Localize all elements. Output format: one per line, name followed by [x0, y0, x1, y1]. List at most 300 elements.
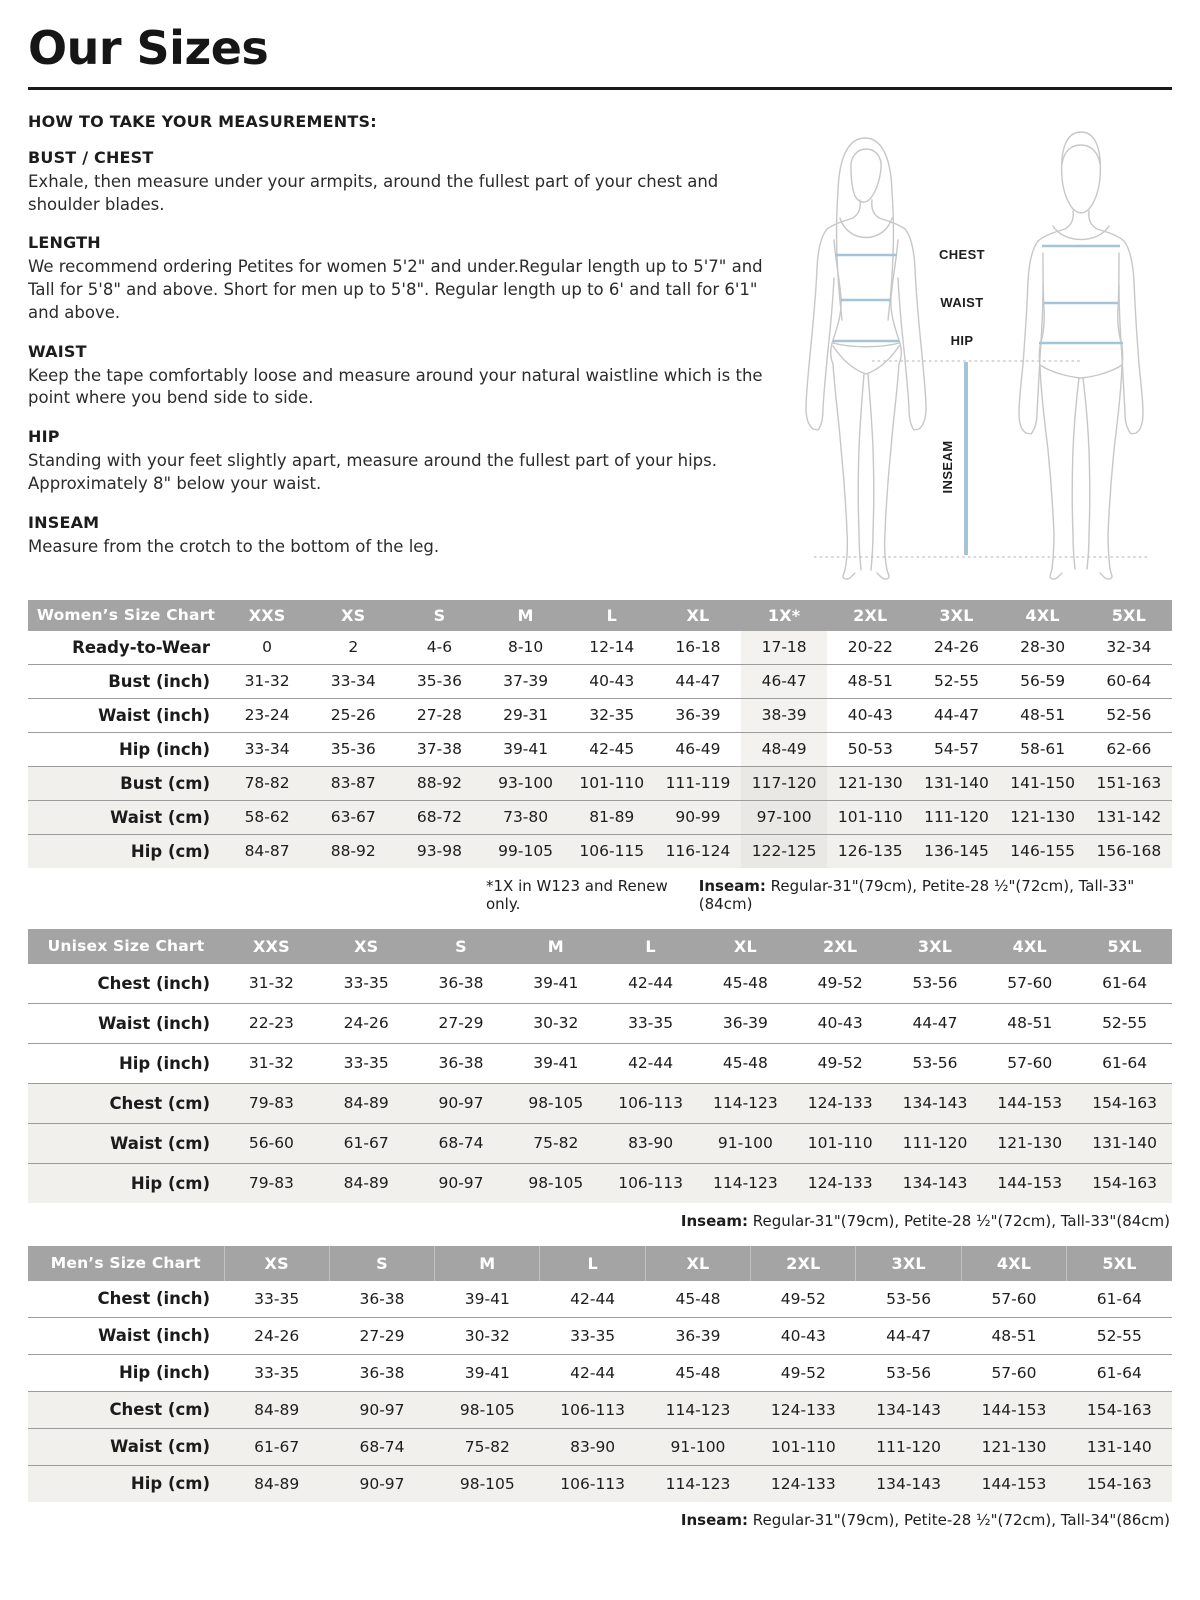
size-cell: 45-48: [675, 1363, 721, 1382]
size-cell: 144-153: [997, 1174, 1063, 1193]
size-cell: 52-55: [1102, 1014, 1148, 1033]
size-column-header: S: [329, 1246, 434, 1281]
size-cell: 79-83: [248, 1094, 294, 1113]
size-cell: 101-110: [807, 1134, 873, 1153]
table-row: [28, 631, 1172, 665]
size-column-header: L: [569, 600, 655, 631]
size-cell: 48-51: [991, 1326, 1037, 1345]
size-cell: 156-168: [1096, 842, 1162, 861]
size-cell: 131-140: [1092, 1134, 1157, 1153]
row-label: Waist (inch): [98, 1013, 210, 1033]
size-cell: 78-82: [244, 774, 290, 793]
size-cell: 124-133: [807, 1174, 873, 1193]
size-column-header: M: [508, 929, 603, 964]
size-cell: 44-47: [912, 1014, 958, 1033]
size-cell: 53-56: [886, 1289, 932, 1308]
size-cell: 44-47: [933, 706, 979, 725]
size-cell: 121-130: [997, 1134, 1063, 1153]
row-label: Hip (cm): [130, 841, 210, 861]
size-cell: 12-14: [589, 638, 635, 657]
size-cell: 154-163: [1086, 1400, 1152, 1419]
woman-face-outline: [851, 149, 881, 202]
size-cell: 91-100: [717, 1134, 773, 1153]
size-cell: 30-32: [533, 1014, 579, 1033]
size-table-womens: [28, 600, 1172, 913]
size-cell: 90-97: [359, 1474, 405, 1493]
size-cell: 40-43: [780, 1326, 826, 1345]
size-cell: 114-123: [665, 1474, 731, 1493]
howto-sections: [28, 148, 776, 559]
size-cell: 30-32: [464, 1326, 510, 1345]
size-cell: 48-49: [741, 732, 827, 766]
size-cell: 31-32: [244, 672, 290, 691]
size-cell: 84-87: [244, 842, 290, 861]
row-label: Hip (cm): [130, 1474, 210, 1494]
size-cell: 45-48: [675, 1289, 721, 1308]
size-column-header: 3XL: [913, 600, 999, 631]
size-cell: 39-41: [464, 1363, 510, 1382]
size-cell: 40-43: [847, 706, 893, 725]
size-cell: 111-119: [665, 774, 731, 793]
size-cell: 90-97: [438, 1174, 484, 1193]
size-cell: 53-56: [912, 974, 958, 993]
row-label: Waist (cm): [110, 807, 210, 827]
size-cell: 53-56: [912, 1054, 958, 1073]
size-cell: 24-26: [933, 638, 979, 657]
size-column-header: 5XL: [1067, 1246, 1172, 1281]
size-column-header: S: [414, 929, 509, 964]
size-cell: 75-82: [464, 1437, 510, 1456]
size-cell: 27-29: [359, 1326, 405, 1345]
size-table-mens: [28, 1246, 1172, 1529]
size-column-header: 2XL: [751, 1246, 856, 1281]
table-footnotes: [30, 1212, 1170, 1230]
size-cell: 46-49: [675, 740, 721, 759]
size-cell: 33-35: [628, 1014, 674, 1033]
size-cell: 57-60: [991, 1363, 1037, 1382]
table-row: [28, 1391, 1172, 1428]
size-cell: 57-60: [991, 1289, 1037, 1308]
size-cell: 116-124: [665, 842, 731, 861]
size-cell: 8-10: [508, 638, 544, 657]
table-title: Unisex Size Chart: [28, 929, 224, 964]
inseam-label: INSEAM: [940, 440, 955, 494]
size-cell: 42-44: [628, 974, 674, 993]
size-column-header: 3XL: [856, 1246, 961, 1281]
table-row: [28, 1163, 1172, 1203]
size-cell: 53-56: [886, 1363, 932, 1382]
size-cell: 42-45: [589, 740, 635, 759]
table-row: [28, 766, 1172, 800]
size-cell: 131-140: [1086, 1437, 1152, 1456]
size-cell: 22-23: [248, 1014, 294, 1033]
size-cell: 33-35: [570, 1326, 616, 1345]
size-cell: 106-113: [560, 1474, 626, 1493]
table-row: [28, 732, 1172, 766]
size-cell: 111-120: [902, 1134, 968, 1153]
table-footnotes: [30, 1511, 1170, 1529]
size-cell: 131-140: [924, 774, 989, 793]
size-cell: 154-163: [1092, 1094, 1157, 1113]
size-cell: 37-39: [503, 672, 549, 691]
size-cell: 44-47: [675, 672, 721, 691]
row-label: Hip (inch): [118, 739, 210, 759]
measurement-section: [28, 342, 776, 411]
size-cell: 114-123: [665, 1400, 731, 1419]
howto-heading: HOW TO TAKE YOUR MEASUREMENTS:: [28, 111, 377, 131]
size-cell: 151-163: [1096, 774, 1162, 793]
row-label: Chest (cm): [109, 1400, 210, 1420]
size-cell: 48-51: [1007, 1014, 1053, 1033]
size-cell: 111-120: [876, 1437, 942, 1456]
size-cell: 33-34: [330, 672, 376, 691]
size-cell: 39-41: [533, 974, 579, 993]
size-cell: 84-89: [254, 1400, 300, 1419]
size-cell: 40-43: [817, 1014, 863, 1033]
section-text: We recommend ordering Petites for women 5'2" and under.Regular length up to 5'7" and Tall for 5'8" and above. Short for men up to 5'8". Regular length up to 6' and tall for 6'1" and above.: [28, 257, 763, 322]
size-cell: 154-163: [1092, 1174, 1157, 1193]
size-cell: 83-90: [570, 1437, 616, 1456]
size-cell: 57-60: [1007, 974, 1053, 993]
size-cell: 32-35: [589, 706, 635, 725]
size-cell: 68-74: [359, 1437, 405, 1456]
size-cell: 49-52: [780, 1363, 826, 1382]
body-figures-illustration: [776, 112, 1176, 580]
size-column-header: 4XL: [982, 929, 1077, 964]
size-cell: 37-38: [416, 740, 462, 759]
size-cell: 38-39: [741, 698, 827, 732]
section-title: INSEAM: [28, 512, 100, 532]
size-cell: 49-52: [780, 1289, 826, 1308]
size-cell: 124-133: [807, 1094, 873, 1113]
size-cell: 61-67: [254, 1437, 300, 1456]
size-cell: 61-64: [1096, 1289, 1142, 1308]
table-row: [28, 1281, 1172, 1318]
size-table-unisex: [28, 929, 1172, 1230]
size-cell: 61-64: [1102, 1054, 1148, 1073]
size-column-header: XS: [224, 1246, 329, 1281]
size-cell: 136-145: [924, 842, 989, 861]
size-cell: 33-34: [244, 740, 290, 759]
size-cell: 144-153: [997, 1094, 1063, 1113]
measurement-section: [28, 148, 776, 217]
size-cell: 84-89: [343, 1094, 389, 1113]
size-cell: 75-82: [533, 1134, 579, 1153]
size-cell: 36-39: [675, 706, 721, 725]
size-column-header: XS: [310, 600, 396, 631]
measurement-section: [28, 513, 776, 559]
size-cell: 31-32: [248, 1054, 294, 1073]
size-column-header: XS: [319, 929, 414, 964]
size-cell: 146-155: [1010, 842, 1076, 861]
size-cell: 31-32: [248, 974, 294, 993]
size-column-header: 2XL: [793, 929, 888, 964]
size-cell: 106-115: [579, 842, 645, 861]
size-cell: 16-18: [675, 638, 721, 657]
size-cell: 27-29: [438, 1014, 484, 1033]
table-row: [28, 1083, 1172, 1123]
size-column-header: XXS: [224, 929, 319, 964]
header-row: [28, 1246, 1172, 1281]
size-cell: 29-31: [503, 706, 549, 725]
size-cell: 2: [348, 638, 359, 657]
table-row: [28, 964, 1172, 1004]
size-cell: 48-51: [847, 672, 893, 691]
table-row: [28, 1354, 1172, 1391]
size-cell: 49-52: [817, 974, 863, 993]
title-divider: [28, 87, 1172, 90]
size-cell: 24-26: [343, 1014, 389, 1033]
size-cell: 61-64: [1102, 974, 1148, 993]
table-row: [28, 1465, 1172, 1502]
size-cell: 33-35: [254, 1289, 300, 1308]
size-cell: 50-53: [847, 740, 893, 759]
size-cell: 45-48: [722, 1054, 768, 1073]
man-head-outline: [1062, 132, 1101, 213]
size-cell: 33-35: [254, 1363, 300, 1382]
size-cell: 61-64: [1096, 1363, 1142, 1382]
section-text: Keep the tape comfortably loose and measure around your natural waistline which is the point where you bend side to side.: [28, 365, 763, 408]
size-cell: 134-143: [902, 1174, 968, 1193]
size-cell: 90-99: [675, 808, 721, 827]
size-cell: 42-44: [570, 1289, 616, 1308]
size-cell: 23-24: [244, 706, 290, 725]
size-cell: 106-113: [618, 1094, 683, 1113]
size-cell: 68-74: [438, 1134, 484, 1153]
size-cell: 101-110: [837, 808, 903, 827]
size-cell: 98-105: [459, 1400, 515, 1419]
row-label: Bust (cm): [120, 773, 210, 793]
row-label: Waist (cm): [110, 1437, 210, 1457]
size-column-header: M: [435, 1246, 540, 1281]
size-cell: 35-36: [330, 740, 376, 759]
size-cell: 0: [262, 638, 273, 657]
size-cell: 39-41: [503, 740, 549, 759]
size-cell: 39-41: [464, 1289, 510, 1308]
size-cell: 61-67: [343, 1134, 389, 1153]
size-cell: 106-113: [560, 1400, 626, 1419]
size-cell: 17-18: [741, 631, 827, 665]
size-cell: 36-38: [438, 1054, 484, 1073]
section-text: Exhale, then measure under your armpits, around the fullest part of your chest and shoulder blades.: [28, 171, 719, 214]
page-title: Our Sizes: [28, 21, 269, 75]
table-footnotes: [30, 877, 1170, 913]
asterisk-footnote: *1X in W123 and Renew only.: [486, 876, 668, 913]
row-label: Bust (inch): [108, 671, 210, 691]
size-cell: 117-120: [741, 766, 827, 800]
size-cell: 88-92: [416, 774, 462, 793]
section-text: Measure from the crotch to the bottom of the leg.: [28, 536, 440, 556]
measurement-section: [28, 427, 776, 496]
size-cell: 52-56: [1106, 706, 1152, 725]
size-cell: 79-83: [248, 1174, 294, 1193]
table-row: [28, 800, 1172, 834]
size-cell: 83-87: [330, 774, 376, 793]
size-cell: 36-39: [675, 1326, 721, 1345]
size-cell: 35-36: [416, 672, 462, 691]
size-cell: 4-6: [426, 638, 453, 657]
size-cell: 114-123: [713, 1174, 778, 1193]
hip-label: HIP: [950, 332, 974, 348]
size-cell: 52-55: [1096, 1326, 1142, 1345]
row-label: Chest (inch): [97, 1289, 210, 1309]
row-label: Waist (inch): [98, 705, 210, 725]
size-column-header: L: [603, 929, 698, 964]
size-cell: 58-61: [1020, 740, 1066, 759]
size-cell: 121-130: [837, 774, 903, 793]
size-cell: 56-59: [1020, 672, 1066, 691]
size-column-header: M: [483, 600, 569, 631]
row-label: Chest (cm): [109, 1093, 210, 1113]
top-section: [28, 112, 1172, 580]
size-cell: 39-41: [533, 1054, 579, 1073]
size-column-header: XXS: [224, 600, 310, 631]
size-column-header: 3XL: [888, 929, 983, 964]
size-cell: 45-48: [722, 974, 768, 993]
size-cell: 98-105: [528, 1094, 584, 1113]
size-cell: 124-133: [770, 1400, 836, 1419]
size-cell: 91-100: [670, 1437, 726, 1456]
size-cell: 42-44: [628, 1054, 674, 1073]
size-cell: 40-43: [589, 672, 635, 691]
size-cell: 20-22: [847, 638, 893, 657]
size-cell: 88-92: [330, 842, 376, 861]
size-cell: 68-72: [416, 808, 462, 827]
section-title: WAIST: [28, 341, 87, 361]
table-row: [28, 1428, 1172, 1465]
size-column-header: 4XL: [961, 1246, 1066, 1281]
table-row: [28, 1317, 1172, 1354]
size-column-header: 1X*: [741, 600, 827, 631]
size-cell: 48-51: [1020, 706, 1066, 725]
size-column-header: 2XL: [827, 600, 913, 631]
size-cell: 36-38: [438, 974, 484, 993]
size-cell: 134-143: [876, 1400, 942, 1419]
size-cell: 58-62: [244, 808, 290, 827]
size-cell: 44-47: [886, 1326, 932, 1345]
size-cell: 36-38: [359, 1363, 405, 1382]
size-cell: 84-89: [343, 1174, 389, 1193]
size-tables: [28, 600, 1172, 1529]
waist-label: WAIST: [940, 294, 984, 310]
size-cell: 98-105: [459, 1474, 515, 1493]
row-label: Hip (cm): [130, 1173, 210, 1193]
size-cell: 60-64: [1106, 672, 1152, 691]
inseam-note: Inseam: Regular-31"(79cm), Petite-28 ½"(72cm), Tall-34"(86cm): [680, 1510, 1170, 1529]
size-cell: 144-153: [981, 1400, 1047, 1419]
size-cell: 25-26: [330, 706, 376, 725]
section-text: Standing with your feet slightly apart, measure around the fullest part of your hips. Approximately 8" below your waist.: [28, 451, 717, 494]
size-cell: 154-163: [1086, 1474, 1152, 1493]
size-cell: 97-100: [741, 800, 827, 834]
row-label: Waist (cm): [110, 1133, 210, 1153]
size-cell: 90-97: [359, 1400, 405, 1419]
row-label: Hip (inch): [118, 1053, 210, 1073]
size-cell: 84-89: [254, 1474, 300, 1493]
size-cell: 73-80: [503, 808, 549, 827]
section-title: LENGTH: [28, 233, 101, 253]
size-cell: 52-55: [933, 672, 979, 691]
header-row: [28, 600, 1172, 631]
header-row: [28, 929, 1172, 964]
size-cell: 46-47: [741, 664, 827, 698]
size-column-header: XL: [655, 600, 741, 631]
size-cell: 28-30: [1020, 638, 1066, 657]
size-cell: 49-52: [817, 1054, 863, 1073]
size-cell: 93-98: [416, 842, 462, 861]
table-row: [28, 698, 1172, 732]
size-cell: 62-66: [1106, 740, 1152, 759]
size-cell: 36-38: [359, 1289, 405, 1308]
size-cell: 32-34: [1106, 638, 1152, 657]
size-cell: 83-90: [628, 1134, 674, 1153]
section-title: BUST / CHEST: [28, 147, 154, 167]
size-cell: 141-150: [1010, 774, 1076, 793]
size-column-header: S: [396, 600, 482, 631]
size-cell: 99-105: [498, 842, 554, 861]
size-column-header: XL: [698, 929, 793, 964]
size-cell: 27-28: [416, 706, 462, 725]
row-label: Ready-to-Wear: [72, 637, 210, 657]
size-cell: 122-125: [741, 834, 827, 868]
size-cell: 98-105: [528, 1174, 584, 1193]
size-cell: 56-60: [248, 1134, 294, 1153]
size-cell: 54-57: [933, 740, 979, 759]
size-cell: 106-113: [618, 1174, 683, 1193]
table-title: Women’s Size Chart: [28, 600, 224, 631]
size-column-header: 5XL: [1086, 600, 1172, 631]
size-cell: 90-97: [438, 1094, 484, 1113]
measurement-section: [28, 233, 776, 324]
size-cell: 134-143: [902, 1094, 968, 1113]
size-cell: 111-120: [924, 808, 989, 827]
chest-label: CHEST: [938, 246, 986, 262]
size-cell: 114-123: [713, 1094, 778, 1113]
size-cell: 42-44: [570, 1363, 616, 1382]
size-cell: 57-60: [1007, 1054, 1053, 1073]
size-cell: 93-100: [498, 774, 554, 793]
size-cell: 24-26: [254, 1326, 300, 1345]
table-row: [28, 1003, 1172, 1043]
size-cell: 124-133: [770, 1474, 836, 1493]
size-column-header: L: [540, 1246, 645, 1281]
size-cell: 63-67: [330, 808, 376, 827]
table-title: Men’s Size Chart: [28, 1246, 224, 1281]
size-cell: 121-130: [981, 1437, 1047, 1456]
row-label: Hip (inch): [118, 1363, 210, 1383]
measurement-instructions: [28, 112, 776, 580]
size-cell: 36-39: [722, 1014, 768, 1033]
size-cell: 144-153: [981, 1474, 1047, 1493]
inseam-note: Inseam: Regular-31"(79cm), Petite-28 ½"(72cm), Tall-33"(84cm): [680, 1211, 1170, 1230]
size-cell: 101-110: [770, 1437, 836, 1456]
section-title: HIP: [28, 427, 60, 447]
measurement-diagram: [776, 112, 1176, 580]
size-cell: 131-142: [1096, 808, 1162, 827]
row-label: Waist (inch): [98, 1326, 210, 1346]
size-cell: 134-143: [876, 1474, 942, 1493]
table-row: [28, 1123, 1172, 1163]
size-column-header: 4XL: [1000, 600, 1086, 631]
row-label: Chest (inch): [97, 973, 210, 993]
size-column-header: XL: [645, 1246, 750, 1281]
size-cell: 121-130: [1010, 808, 1076, 827]
size-cell: 33-35: [343, 974, 389, 993]
size-cell: 33-35: [343, 1054, 389, 1073]
table-row: [28, 664, 1172, 698]
table-row: [28, 1043, 1172, 1083]
table-row: [28, 834, 1172, 868]
